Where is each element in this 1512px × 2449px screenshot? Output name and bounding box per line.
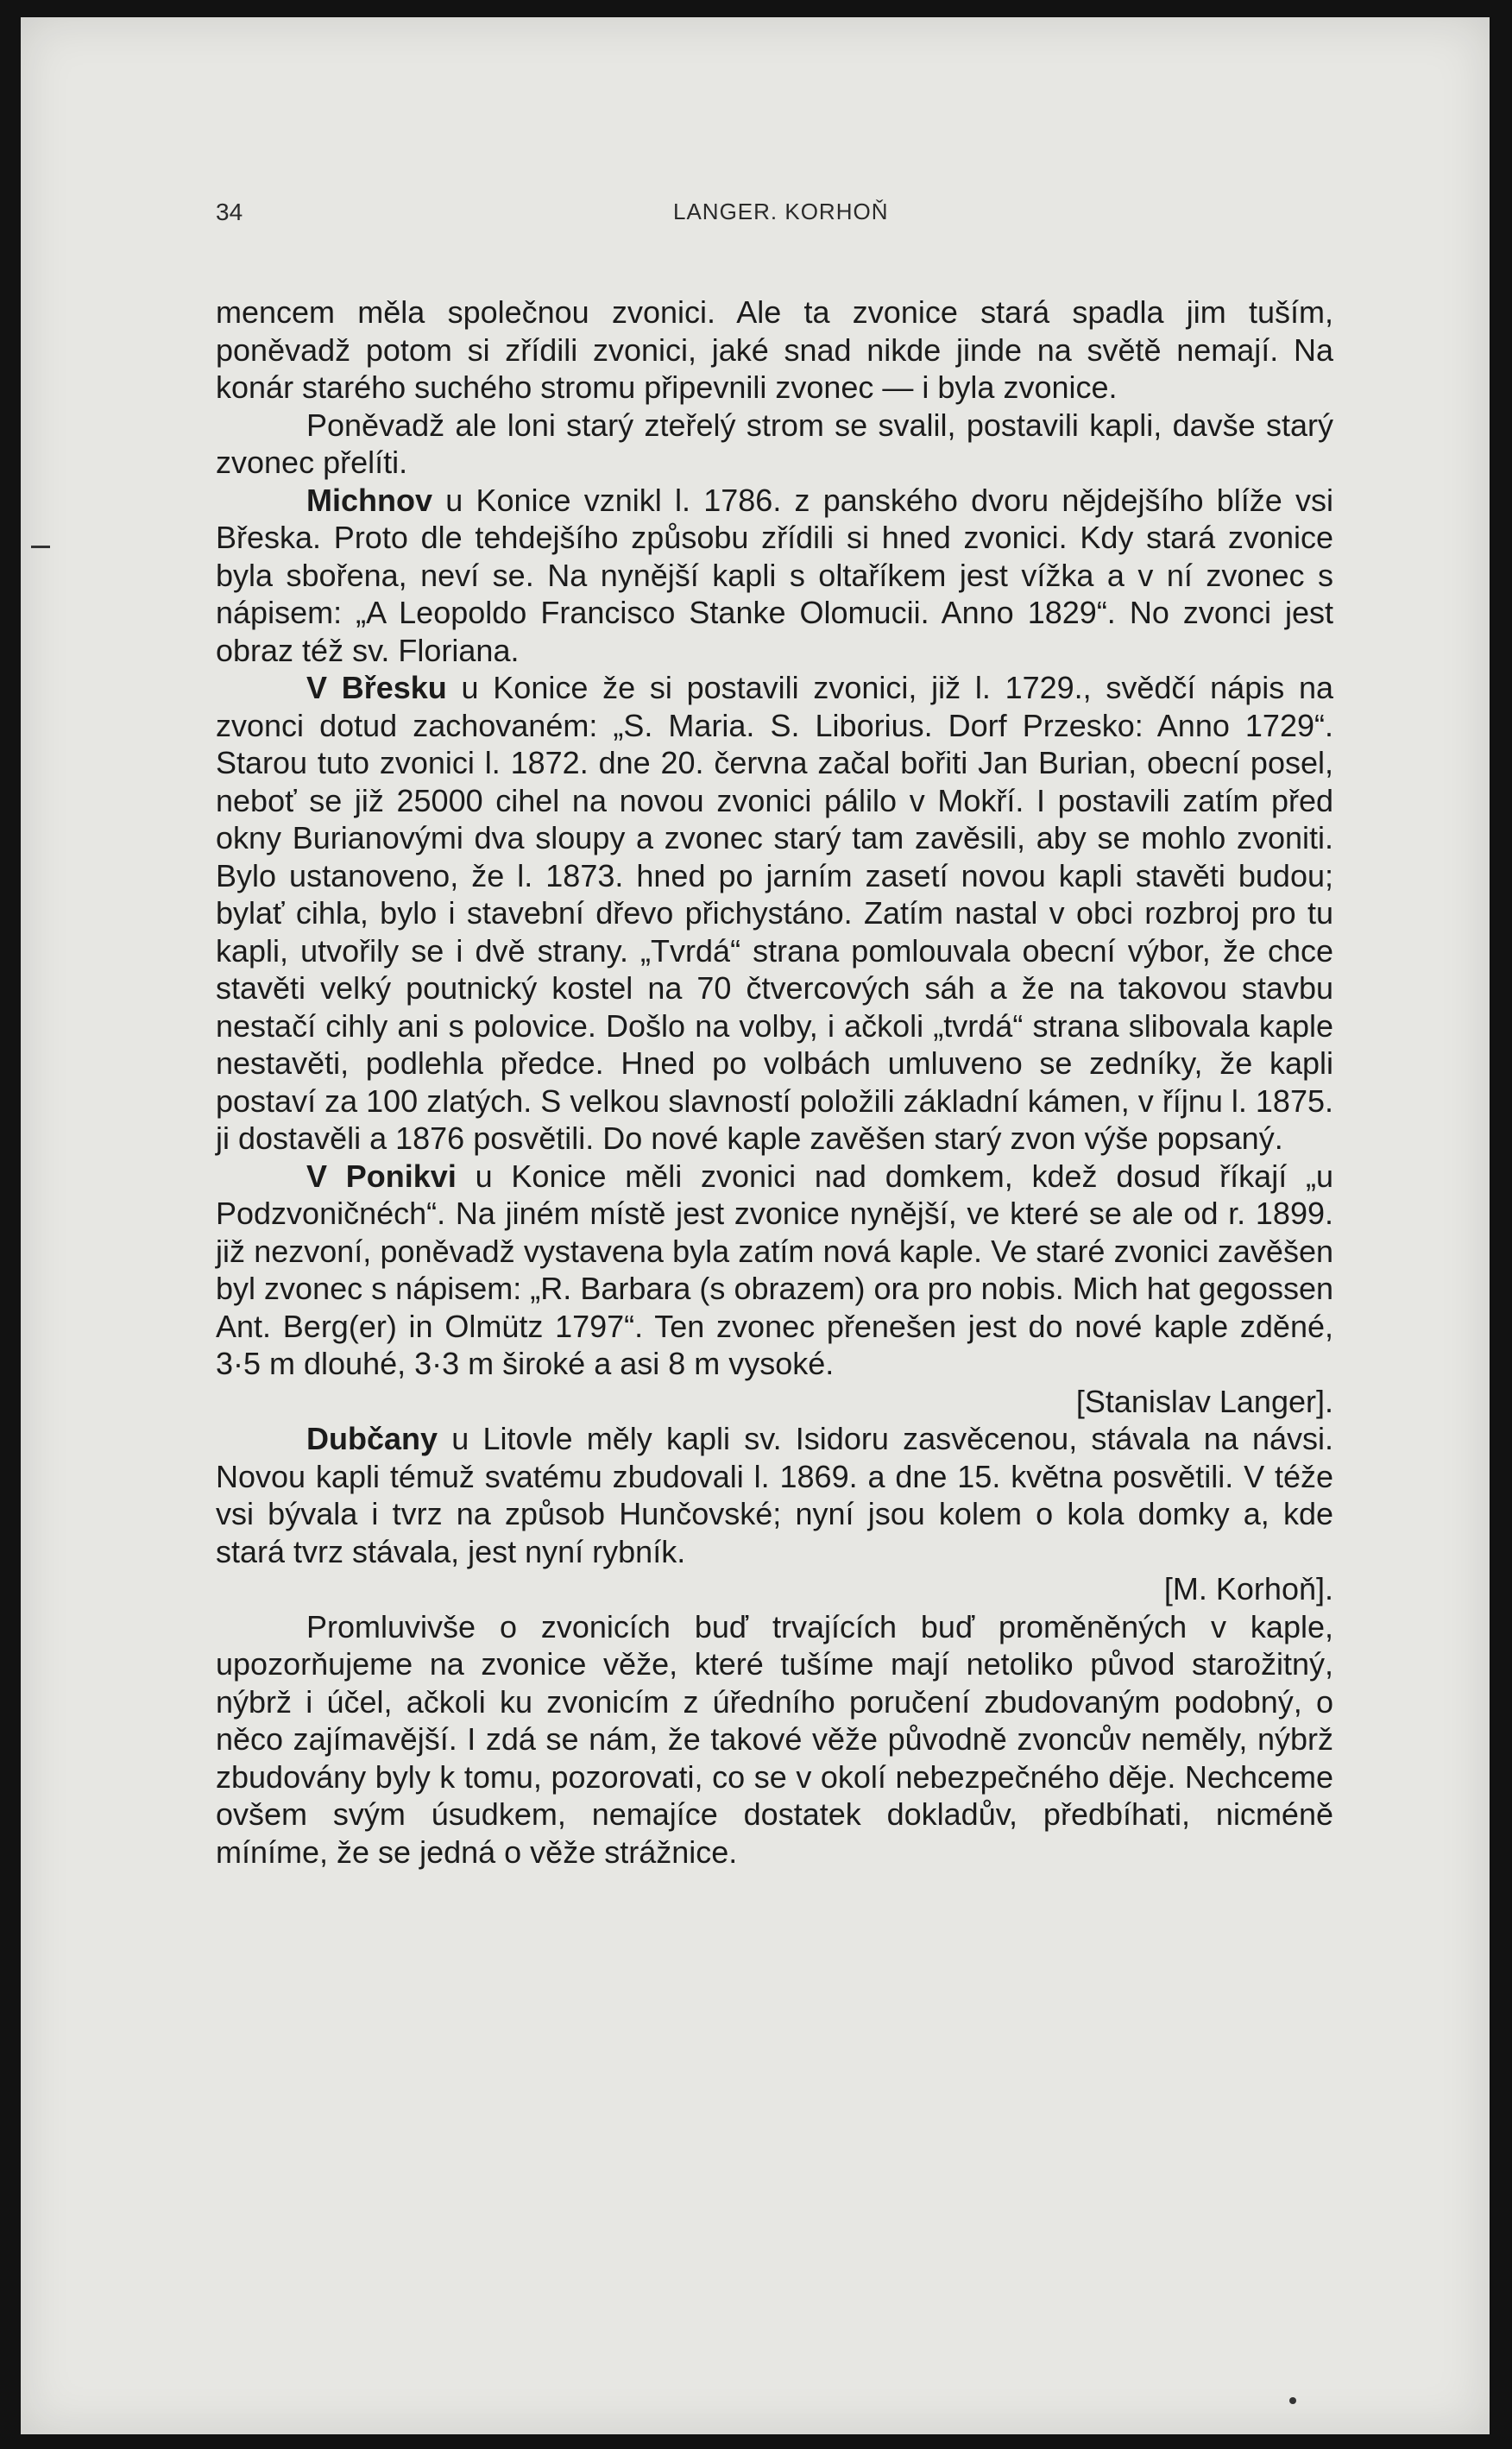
paragraph-text: mencem měla společnou zvonici. Ale ta zvonice stará spadla jim tuším, poněvadž potom si zřídili zvonici, jaké snad nikde jinde na světě nemají. Na konár starého suchého stromu připevnili zvonec — i byla zvonice. xyxy=(216,294,1333,405)
page-header xyxy=(216,199,1338,233)
paragraph-text: u Konice vznikl l. 1786. z panského dvoru nějdejšího blíže vsi Břeska. Proto dle tehdejšího způsobu zřídili si hned zvonici. Kdy stará zvonice byla sbořena, neví se. Na nynější kapli s oltaříkem jest vížka a v ní zvonec s nápisem: „A Leopoldo Francisco Stanke Olomucii. Anno 1829“. No zvonci jest obraz též sv. Floriana. xyxy=(216,482,1333,668)
paragraph xyxy=(216,669,1333,1158)
running-head: LANGER. KORHOŇ xyxy=(673,199,889,224)
place-name: Michnov xyxy=(306,482,433,518)
ink-speck xyxy=(1289,2397,1296,2404)
paragraph xyxy=(216,1158,1333,1383)
paragraph-text: u Litovle měly kapli sv. Isidoru zasvěcenou, stávala na návsi. Novou kapli témuž svatému zbudovali l. 1869. a dne 15. května posvětili. V téže vsi bývala i tvrz na způsob Hunčovské; nyní jsou kolem o kola domky a, kde stará tvrz stávala, jest nyní rybník. xyxy=(216,1421,1333,1569)
paragraph-text: u Konice měli zvonici nad domkem, kdež dosud říkají „u Podzvoničnéch“. Na jiném místě jest zvonice nynější, ve které se ale od r. 1899. již nezvoní, poněvadž vystavena byla zatím nová kaple. Ve staré zvonici zavěšen byl zvonec s nápisem: „R. Barbara (s obrazem) ora pro nobis. Mich hat gegossen Ant. Berg(er) in Olmütz 1797“. Ten zvonec přenešen jest do nové kaple zděné, 3·5 m dlouhé, 3·3 m široké a asi 8 m vysoké. xyxy=(216,1158,1333,1381)
paragraph xyxy=(216,1420,1333,1570)
paragraph xyxy=(216,407,1333,482)
margin-mark xyxy=(31,546,50,548)
place-name: V Ponikvi xyxy=(306,1158,457,1194)
paragraph-text: u Konice že si postavili zvonici, již l. 1729., svědčí nápis na zvonci dotud zachovaném: „S. Maria. S. Liborius. Dorf Przesko: Anno 1729“. Starou tuto zvonici l. 1872. dne 20. června začal bořiti Jan Burian, obecní posel, neboť se již 25000 cihel na novou zvonici pálilo v Mokří. I postavili zatím před okny Burianovými dva sloupy a zvonec starý tam zavěsili, aby se mohlo zvoniti. Bylo ustanoveno, že l. 1873. hned po jarním zasetí novou kapli stavěti budou; bylať cihla, bylo i stavební dřevo přichystáno. Zatím nastal v obci rozbroj pro tu kapli, utvořily se i dvě strany. „Tvrdá“ strana pomlouvala obecní výbor, že chce stavěti velký poutnický kostel na 70 čtvercových sáh a že na takovou stavbu nestačí cihly ani s polovice. Došlo na volby, i ačkoli „tvrdá“ strana slibovala kaple nestavěti, podlehla předce. Hned po volbách umluveno se zedníky, že kapli postaví za 100 zlatých. S velkou slavností položili základní kámen, v říjnu l. 1875. ji dostavěli a 1876 posvětili. Do nové kaple zavěšen starý zvon výše popsaný. xyxy=(216,670,1333,1156)
paragraph xyxy=(216,294,1333,407)
paragraph xyxy=(216,482,1333,670)
paragraph xyxy=(216,1608,1333,1871)
body-text xyxy=(216,294,1333,1871)
author-signature: [Stanislav Langer]. xyxy=(1075,1383,1333,1419)
paragraph-text: Poněvadž ale loni starý zteřelý strom se svalil, postavili kapli, davše starý zvonec přelíti. xyxy=(216,407,1333,480)
paragraph-text: Promluvivše o zvonicích buď trvajících buď proměněných v kaple, upozorňujeme na zvonice věže, které tušíme mají netoliko původ starožitný, nýbrž i účel, ačkoli ku zvonicím z úředního poručení zbudovaným podobný, o něco zajímavější. I zdá se nám, že takové věže původně zvoncův neměly, nýbrž zbudovány byly k tomu, pozorovati, co se v okolí nebezpečného děje. Nechceme ovšem svým úsudkem, nemajíce dostatek dokladův, předbíhati, nicméně míníme, že se jedná o věže strážnice. xyxy=(216,1608,1333,1870)
place-name: V Břesku xyxy=(306,670,447,705)
author-signature: [M. Korhoň]. xyxy=(1163,1571,1333,1606)
page-number: 34 xyxy=(216,199,243,225)
place-name: Dubčany xyxy=(306,1421,438,1456)
